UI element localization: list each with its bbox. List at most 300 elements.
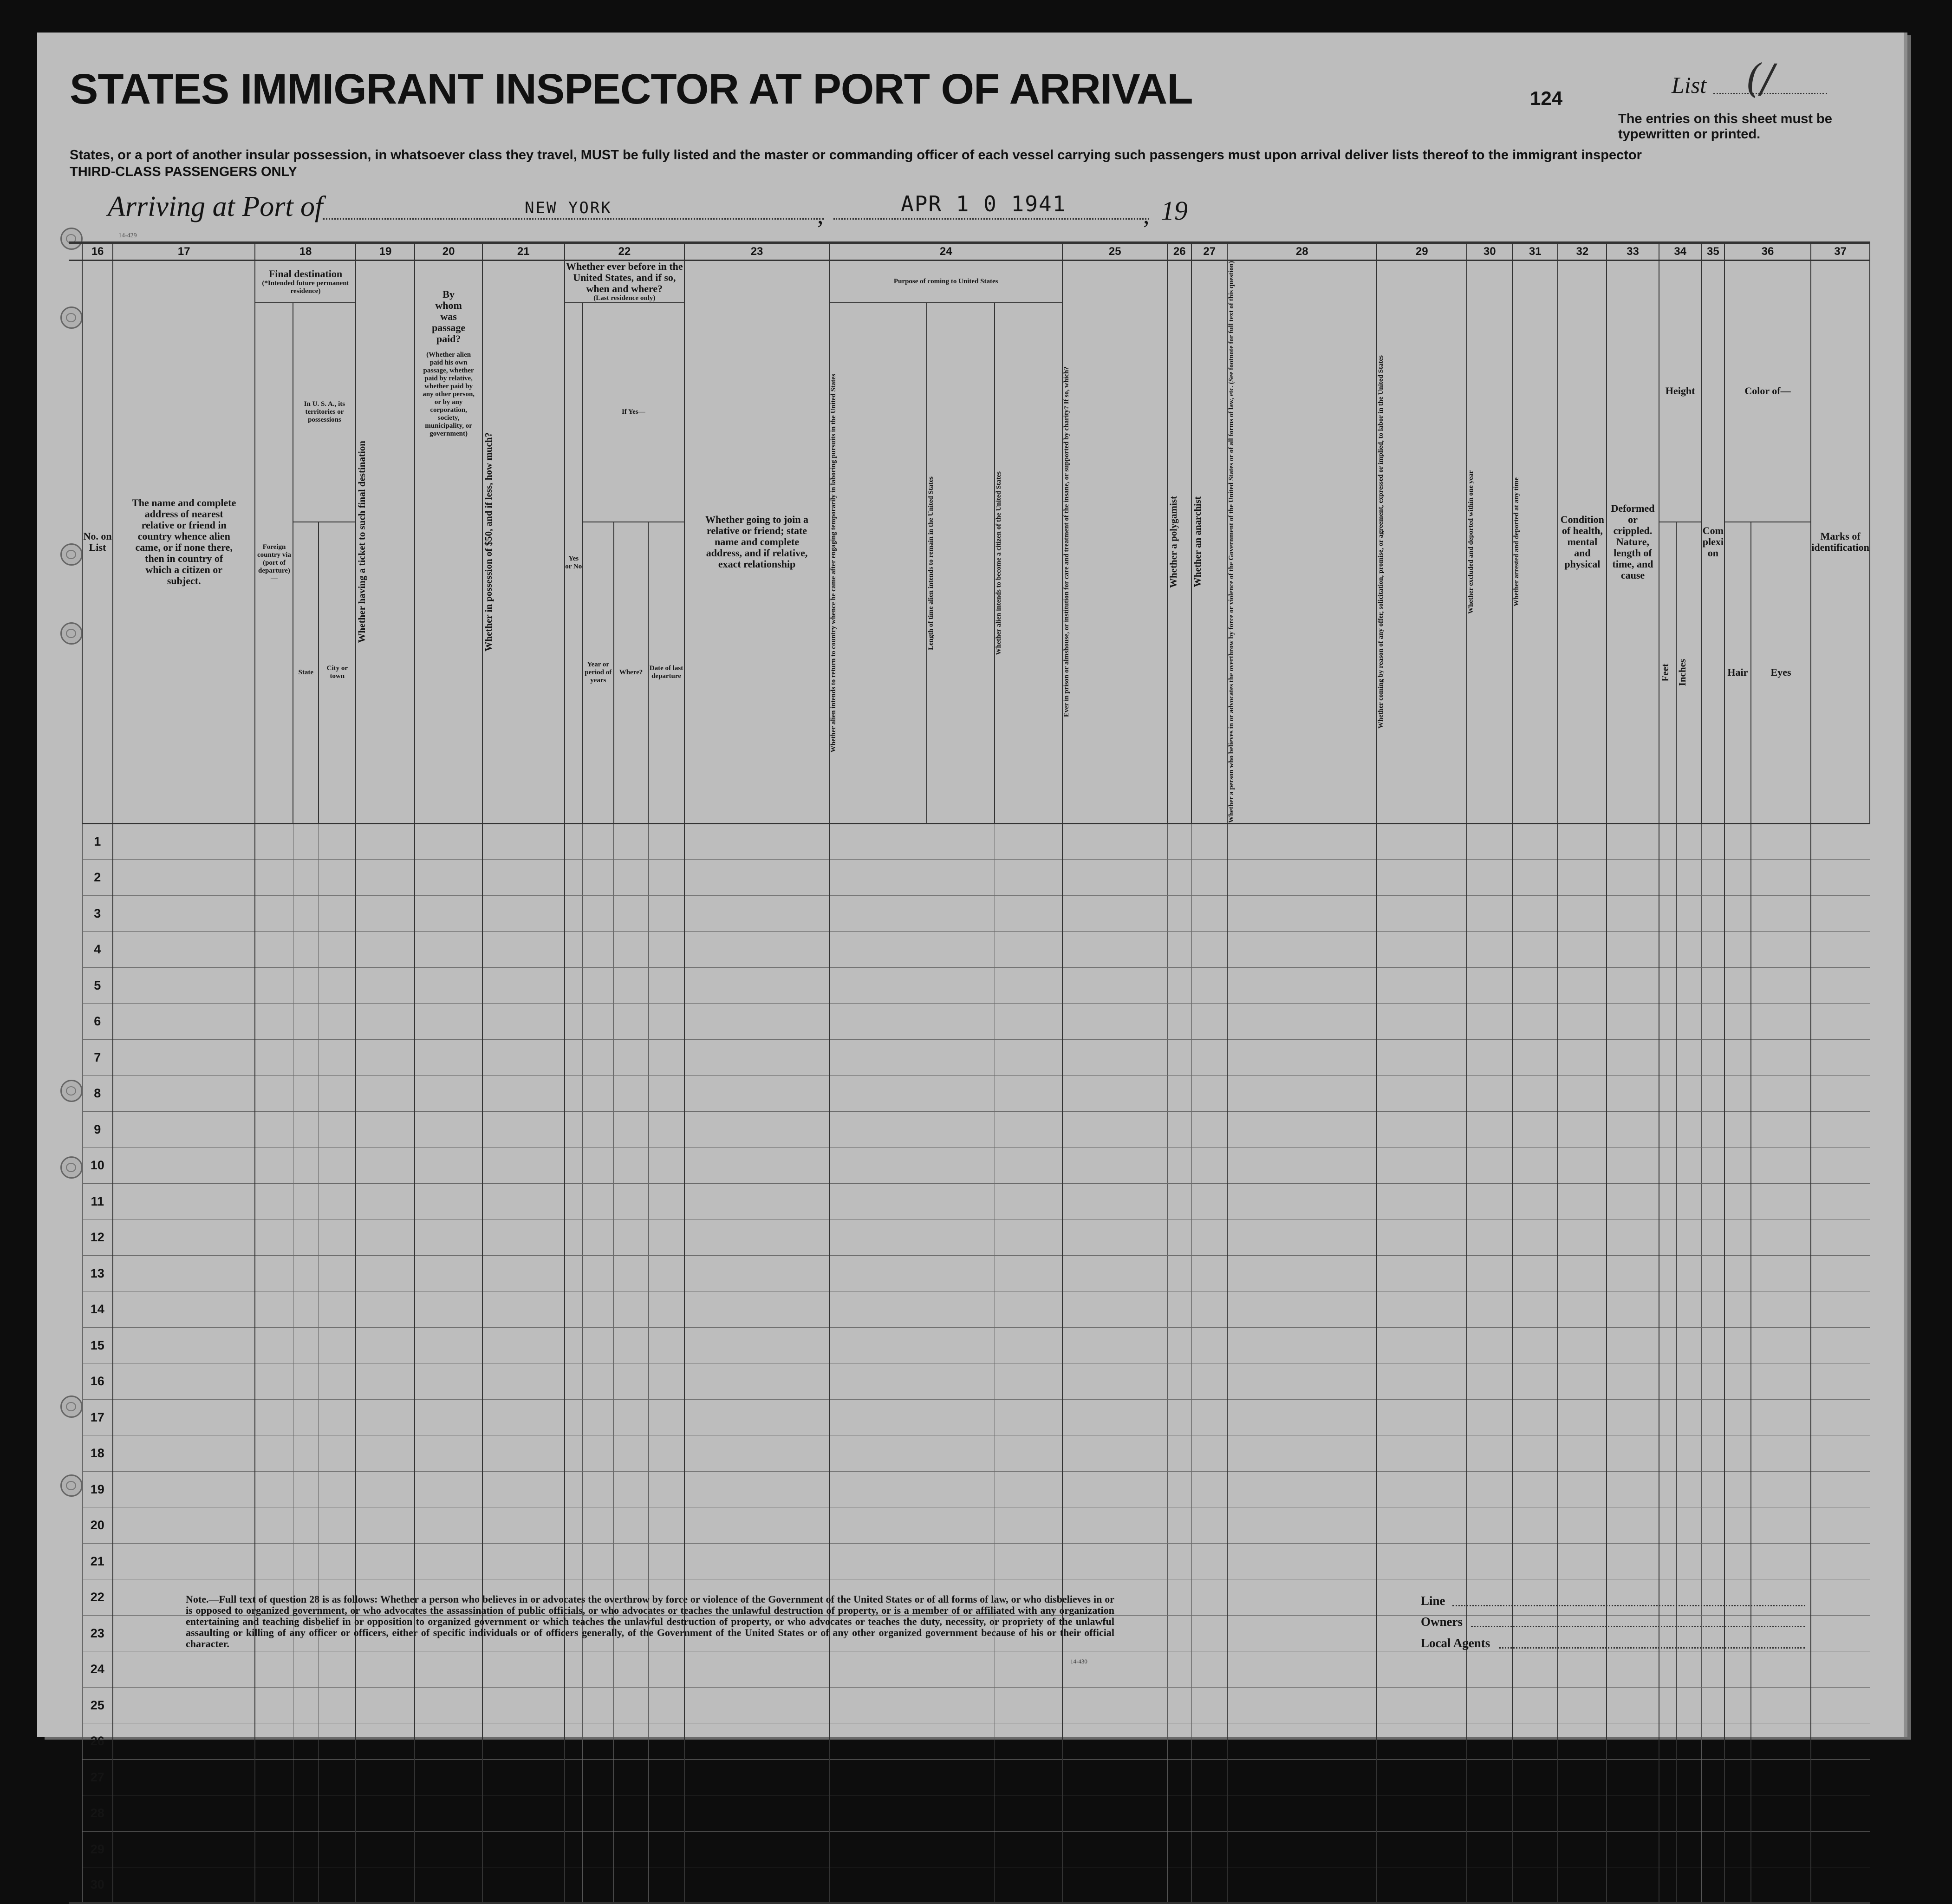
entry-cell[interactable] (1751, 1759, 1811, 1795)
entry-cell[interactable] (1512, 1579, 1558, 1616)
entry-cell[interactable] (1191, 860, 1227, 896)
entry-cell[interactable] (1191, 1759, 1227, 1795)
entry-cell[interactable] (319, 1148, 356, 1184)
entry-cell[interactable] (684, 1471, 829, 1507)
entry-cell[interactable] (1377, 1543, 1467, 1579)
entry-cell[interactable] (1751, 1111, 1811, 1148)
entry-cell[interactable] (1659, 967, 1677, 1004)
entry-cell[interactable] (1751, 1327, 1811, 1363)
entry-cell[interactable] (1702, 1651, 1724, 1688)
entry-cell[interactable] (1512, 1004, 1558, 1040)
entry-cell[interactable] (482, 1435, 565, 1472)
entry-cell[interactable] (995, 1148, 1062, 1184)
entry-cell[interactable] (648, 1363, 684, 1400)
entry-cell[interactable] (1377, 895, 1467, 932)
entry-cell[interactable] (1811, 1004, 1870, 1040)
entry-cell[interactable] (565, 1039, 583, 1076)
entry-cell[interactable] (1811, 1039, 1870, 1076)
entry-cell[interactable] (1062, 1795, 1167, 1832)
entry-cell[interactable] (829, 932, 927, 968)
entry-cell[interactable] (1191, 1327, 1227, 1363)
entry-cell[interactable] (1751, 895, 1811, 932)
entry-cell[interactable] (1191, 1219, 1227, 1256)
entry-cell[interactable] (1191, 967, 1227, 1004)
entry-cell[interactable] (482, 1507, 565, 1544)
entry-cell[interactable] (614, 1039, 648, 1076)
entry-cell[interactable] (1558, 1471, 1607, 1507)
entry-cell[interactable] (648, 1219, 684, 1256)
entry-cell[interactable] (684, 895, 829, 932)
entry-cell[interactable] (1558, 1687, 1607, 1723)
entry-cell[interactable] (1751, 860, 1811, 896)
entry-cell[interactable] (648, 895, 684, 932)
entry-cell[interactable] (565, 895, 583, 932)
entry-cell[interactable] (1227, 1255, 1377, 1291)
entry-cell[interactable] (1659, 1363, 1677, 1400)
entry-cell[interactable] (1377, 1471, 1467, 1507)
entry-cell[interactable] (583, 1111, 614, 1148)
entry-cell[interactable] (927, 1111, 995, 1148)
entry-cell[interactable] (684, 1291, 829, 1328)
entry-cell[interactable] (1607, 1004, 1659, 1040)
entry-cell[interactable] (255, 1219, 293, 1256)
entry-cell[interactable] (614, 1327, 648, 1363)
entry-cell[interactable] (995, 1291, 1062, 1328)
entry-cell[interactable] (1676, 1471, 1702, 1507)
entry-cell[interactable] (1467, 1291, 1512, 1328)
entry-cell[interactable] (482, 1399, 565, 1435)
entry-cell[interactable] (255, 1687, 293, 1723)
entry-cell[interactable] (614, 1363, 648, 1400)
entry-cell[interactable] (583, 1255, 614, 1291)
entry-cell[interactable] (648, 1148, 684, 1184)
entry-cell[interactable] (1751, 1723, 1811, 1760)
entry-cell[interactable] (482, 967, 565, 1004)
entry-cell[interactable] (1724, 1831, 1751, 1867)
entry-cell[interactable] (482, 1687, 565, 1723)
entry-cell[interactable] (1702, 1039, 1724, 1076)
entry-cell[interactable] (1377, 1723, 1467, 1760)
entry-cell[interactable] (583, 1651, 614, 1688)
entry-cell[interactable] (1811, 1363, 1870, 1400)
entry-cell[interactable] (1558, 1291, 1607, 1328)
entry-cell[interactable] (1659, 1435, 1677, 1472)
entry-cell[interactable] (1702, 1399, 1724, 1435)
entry-cell[interactable] (1724, 1327, 1751, 1363)
entry-cell[interactable] (415, 1507, 482, 1544)
entry-cell[interactable] (1512, 860, 1558, 896)
entry-cell[interactable] (829, 1471, 927, 1507)
entry-cell[interactable] (614, 1111, 648, 1148)
entry-cell[interactable] (1512, 1759, 1558, 1795)
entry-cell[interactable] (1558, 1076, 1607, 1112)
entry-cell[interactable] (319, 823, 356, 860)
entry-cell[interactable] (1607, 1148, 1659, 1184)
entry-cell[interactable] (583, 1039, 614, 1076)
entry-cell[interactable] (1702, 1327, 1724, 1363)
entry-cell[interactable] (1811, 1687, 1870, 1723)
entry-cell[interactable] (1377, 1687, 1467, 1723)
entry-cell[interactable] (1377, 1291, 1467, 1328)
entry-cell[interactable] (1811, 1399, 1870, 1435)
entry-cell[interactable] (293, 1399, 319, 1435)
entry-cell[interactable] (995, 1076, 1062, 1112)
entry-cell[interactable] (1607, 1363, 1659, 1400)
entry-cell[interactable] (565, 1148, 583, 1184)
entry-cell[interactable] (1751, 1291, 1811, 1328)
entry-cell[interactable] (1702, 1507, 1724, 1544)
entry-cell[interactable] (1191, 1183, 1227, 1219)
entry-cell[interactable] (927, 1291, 995, 1328)
entry-cell[interactable] (1062, 895, 1167, 932)
entry-cell[interactable] (415, 967, 482, 1004)
entry-cell[interactable] (829, 1435, 927, 1472)
entry-cell[interactable] (293, 1759, 319, 1795)
entry-cell[interactable] (319, 1723, 356, 1760)
entry-cell[interactable] (319, 1111, 356, 1148)
entry-cell[interactable] (1724, 860, 1751, 896)
entry-cell[interactable] (583, 1471, 614, 1507)
entry-cell[interactable] (482, 1219, 565, 1256)
entry-cell[interactable] (255, 1399, 293, 1435)
entry-cell[interactable] (415, 1039, 482, 1076)
entry-cell[interactable] (565, 1291, 583, 1328)
entry-cell[interactable] (482, 1327, 565, 1363)
entry-cell[interactable] (684, 1831, 829, 1867)
entry-cell[interactable] (1227, 1004, 1377, 1040)
entry-cell[interactable] (995, 1255, 1062, 1291)
entry-cell[interactable] (684, 823, 829, 860)
entry-cell[interactable] (1751, 1255, 1811, 1291)
entry-cell[interactable] (293, 1723, 319, 1760)
entry-cell[interactable] (113, 1291, 255, 1328)
entry-cell[interactable] (1751, 1076, 1811, 1112)
entry-cell[interactable] (1558, 1867, 1607, 1904)
entry-cell[interactable] (1467, 1399, 1512, 1435)
entry-cell[interactable] (1167, 1435, 1191, 1472)
entry-cell[interactable] (1377, 1651, 1467, 1688)
entry-cell[interactable] (1811, 1759, 1870, 1795)
entry-cell[interactable] (565, 932, 583, 968)
entry-cell[interactable] (1607, 967, 1659, 1004)
entry-cell[interactable] (1467, 1687, 1512, 1723)
entry-cell[interactable] (1512, 1111, 1558, 1148)
entry-cell[interactable] (1377, 1039, 1467, 1076)
entry-cell[interactable] (1512, 1399, 1558, 1435)
entry-cell[interactable] (1676, 895, 1702, 932)
entry-cell[interactable] (1227, 1399, 1377, 1435)
entry-cell[interactable] (1607, 1651, 1659, 1688)
entry-cell[interactable] (648, 1327, 684, 1363)
entry-cell[interactable] (482, 1543, 565, 1579)
entry-cell[interactable] (1558, 895, 1607, 932)
entry-cell[interactable] (614, 1651, 648, 1688)
entry-cell[interactable] (614, 1795, 648, 1832)
entry-cell[interactable] (1676, 1507, 1702, 1544)
entry-cell[interactable] (829, 860, 927, 896)
entry-cell[interactable] (1751, 1687, 1811, 1723)
entry-cell[interactable] (1607, 1795, 1659, 1832)
entry-cell[interactable] (1558, 1435, 1607, 1472)
entry-cell[interactable] (684, 1076, 829, 1112)
entry-cell[interactable] (648, 823, 684, 860)
entry-cell[interactable] (1377, 1867, 1467, 1904)
entry-cell[interactable] (1467, 1867, 1512, 1904)
entry-cell[interactable] (356, 1795, 415, 1832)
entry-cell[interactable] (614, 1507, 648, 1544)
entry-cell[interactable] (1062, 1039, 1167, 1076)
entry-cell[interactable] (1751, 1795, 1811, 1832)
entry-cell[interactable] (415, 1759, 482, 1795)
entry-cell[interactable] (829, 1687, 927, 1723)
entry-cell[interactable] (1512, 932, 1558, 968)
entry-cell[interactable] (1702, 1148, 1724, 1184)
entry-cell[interactable] (1676, 1759, 1702, 1795)
entry-cell[interactable] (995, 1399, 1062, 1435)
entry-cell[interactable] (1607, 1867, 1659, 1904)
entry-cell[interactable] (1724, 1219, 1751, 1256)
entry-cell[interactable] (1558, 932, 1607, 968)
entry-cell[interactable] (482, 932, 565, 968)
entry-cell[interactable] (1676, 1111, 1702, 1148)
entry-cell[interactable] (583, 1399, 614, 1435)
entry-cell[interactable] (1659, 1651, 1677, 1688)
entry-cell[interactable] (1167, 1255, 1191, 1291)
entry-cell[interactable] (648, 1687, 684, 1723)
entry-cell[interactable] (1607, 1579, 1659, 1616)
entry-cell[interactable] (995, 1363, 1062, 1400)
entry-cell[interactable] (255, 1255, 293, 1291)
entry-cell[interactable] (1467, 895, 1512, 932)
entry-cell[interactable] (565, 1759, 583, 1795)
entry-cell[interactable] (255, 1148, 293, 1184)
entry-cell[interactable] (565, 967, 583, 1004)
entry-cell[interactable] (1227, 1219, 1377, 1256)
entry-cell[interactable] (1659, 1831, 1677, 1867)
entry-cell[interactable] (1724, 1111, 1751, 1148)
entry-cell[interactable] (648, 1723, 684, 1760)
entry-cell[interactable] (415, 1795, 482, 1832)
entry-cell[interactable] (1607, 1687, 1659, 1723)
entry-cell[interactable] (319, 1004, 356, 1040)
entry-cell[interactable] (1676, 932, 1702, 968)
entry-cell[interactable] (1227, 1543, 1377, 1579)
entry-cell[interactable] (1377, 1255, 1467, 1291)
entry-cell[interactable] (565, 1183, 583, 1219)
entry-cell[interactable] (1659, 1399, 1677, 1435)
entry-cell[interactable] (1167, 1004, 1191, 1040)
entry-cell[interactable] (319, 1291, 356, 1328)
entry-cell[interactable] (684, 1723, 829, 1760)
entry-cell[interactable] (255, 1543, 293, 1579)
entry-cell[interactable] (1512, 1148, 1558, 1184)
entry-cell[interactable] (1607, 1471, 1659, 1507)
entry-cell[interactable] (1659, 1687, 1677, 1723)
entry-cell[interactable] (995, 932, 1062, 968)
entry-cell[interactable] (255, 1795, 293, 1832)
entry-cell[interactable] (648, 1795, 684, 1832)
entry-cell[interactable] (1467, 1831, 1512, 1867)
entry-cell[interactable] (255, 1327, 293, 1363)
entry-cell[interactable] (1377, 967, 1467, 1004)
entry-cell[interactable] (1676, 1867, 1702, 1904)
entry-cell[interactable] (1467, 1435, 1512, 1472)
entry-cell[interactable] (1811, 1076, 1870, 1112)
entry-cell[interactable] (1227, 967, 1377, 1004)
entry-cell[interactable] (415, 1435, 482, 1472)
entry-cell[interactable] (829, 823, 927, 860)
entry-cell[interactable] (415, 1111, 482, 1148)
entry-cell[interactable] (1676, 1543, 1702, 1579)
entry-cell[interactable] (1191, 1111, 1227, 1148)
entry-cell[interactable] (482, 1148, 565, 1184)
entry-cell[interactable] (1227, 1831, 1377, 1867)
entry-cell[interactable] (648, 1076, 684, 1112)
entry-cell[interactable] (1811, 1148, 1870, 1184)
entry-cell[interactable] (1676, 823, 1702, 860)
entry-cell[interactable] (1467, 823, 1512, 860)
entry-cell[interactable] (1167, 1327, 1191, 1363)
entry-cell[interactable] (1467, 1148, 1512, 1184)
entry-cell[interactable] (319, 1363, 356, 1400)
entry-cell[interactable] (1676, 1723, 1702, 1760)
entry-cell[interactable] (1751, 1867, 1811, 1904)
entry-cell[interactable] (684, 1759, 829, 1795)
entry-cell[interactable] (1377, 1795, 1467, 1832)
entry-cell[interactable] (1167, 1867, 1191, 1904)
entry-cell[interactable] (829, 1795, 927, 1832)
entry-cell[interactable] (319, 1435, 356, 1472)
entry-cell[interactable] (113, 1183, 255, 1219)
entry-cell[interactable] (1167, 1363, 1191, 1400)
entry-cell[interactable] (293, 1435, 319, 1472)
entry-cell[interactable] (1467, 1579, 1512, 1616)
entry-cell[interactable] (1811, 932, 1870, 968)
entry-cell[interactable] (415, 895, 482, 932)
entry-cell[interactable] (356, 1399, 415, 1435)
entry-cell[interactable] (1377, 1759, 1467, 1795)
entry-cell[interactable] (614, 1687, 648, 1723)
entry-cell[interactable] (1191, 932, 1227, 968)
entry-cell[interactable] (1191, 1687, 1227, 1723)
entry-cell[interactable] (415, 1723, 482, 1760)
entry-cell[interactable] (1659, 1507, 1677, 1544)
entry-cell[interactable] (1702, 932, 1724, 968)
entry-cell[interactable] (1724, 823, 1751, 860)
entry-cell[interactable] (415, 932, 482, 968)
entry-cell[interactable] (1607, 1076, 1659, 1112)
entry-cell[interactable] (293, 1363, 319, 1400)
entry-cell[interactable] (614, 823, 648, 860)
entry-cell[interactable] (927, 1183, 995, 1219)
entry-cell[interactable] (482, 1723, 565, 1760)
entry-cell[interactable] (319, 1399, 356, 1435)
entry-cell[interactable] (583, 967, 614, 1004)
entry-cell[interactable] (583, 932, 614, 968)
entry-cell[interactable] (648, 1039, 684, 1076)
entry-cell[interactable] (1167, 1471, 1191, 1507)
entry-cell[interactable] (829, 1111, 927, 1148)
entry-cell[interactable] (1062, 1651, 1167, 1688)
entry-cell[interactable] (1751, 1435, 1811, 1472)
entry-cell[interactable] (927, 1471, 995, 1507)
entry-cell[interactable] (995, 1651, 1062, 1688)
entry-cell[interactable] (1751, 1543, 1811, 1579)
entry-cell[interactable] (684, 1004, 829, 1040)
entry-cell[interactable] (319, 1543, 356, 1579)
entry-cell[interactable] (1191, 1435, 1227, 1472)
entry-cell[interactable] (648, 1759, 684, 1795)
entry-cell[interactable] (927, 1507, 995, 1544)
entry-cell[interactable] (482, 1004, 565, 1040)
entry-cell[interactable] (1811, 1255, 1870, 1291)
entry-cell[interactable] (1659, 1795, 1677, 1832)
entry-cell[interactable] (1676, 1076, 1702, 1112)
entry-cell[interactable] (293, 1507, 319, 1544)
entry-cell[interactable] (255, 1867, 293, 1904)
entry-cell[interactable] (1062, 1867, 1167, 1904)
entry-cell[interactable] (1191, 1651, 1227, 1688)
entry-cell[interactable] (1062, 1759, 1167, 1795)
entry-cell[interactable] (1467, 1795, 1512, 1832)
entry-cell[interactable] (1811, 1111, 1870, 1148)
entry-cell[interactable] (293, 1039, 319, 1076)
entry-cell[interactable] (1558, 1004, 1607, 1040)
entry-cell[interactable] (995, 1183, 1062, 1219)
entry-cell[interactable] (1659, 1004, 1677, 1040)
entry-cell[interactable] (1227, 1723, 1377, 1760)
entry-cell[interactable] (1676, 1219, 1702, 1256)
entry-cell[interactable] (1702, 1471, 1724, 1507)
entry-cell[interactable] (927, 1651, 995, 1688)
entry-cell[interactable] (1558, 1651, 1607, 1688)
entry-cell[interactable] (1702, 1363, 1724, 1400)
entry-cell[interactable] (113, 1435, 255, 1472)
entry-cell[interactable] (319, 1076, 356, 1112)
entry-cell[interactable] (1191, 1363, 1227, 1400)
entry-cell[interactable] (583, 1148, 614, 1184)
entry-cell[interactable] (1227, 1795, 1377, 1832)
entry-cell[interactable] (1512, 1435, 1558, 1472)
entry-cell[interactable] (113, 932, 255, 968)
entry-cell[interactable] (113, 1723, 255, 1760)
entry-cell[interactable] (113, 967, 255, 1004)
entry-cell[interactable] (1702, 1543, 1724, 1579)
entry-cell[interactable] (565, 823, 583, 860)
entry-cell[interactable] (684, 967, 829, 1004)
entry-cell[interactable] (684, 1543, 829, 1579)
entry-cell[interactable] (356, 1111, 415, 1148)
entry-cell[interactable] (565, 1687, 583, 1723)
entry-cell[interactable] (1751, 1363, 1811, 1400)
entry-cell[interactable] (1062, 1291, 1167, 1328)
entry-cell[interactable] (648, 1183, 684, 1219)
entry-cell[interactable] (1512, 1507, 1558, 1544)
entry-cell[interactable] (1659, 932, 1677, 968)
entry-cell[interactable] (1811, 1615, 1870, 1651)
entry-cell[interactable] (1659, 1111, 1677, 1148)
entry-cell[interactable] (1191, 1004, 1227, 1040)
entry-cell[interactable] (648, 1291, 684, 1328)
entry-cell[interactable] (927, 932, 995, 968)
entry-cell[interactable] (1062, 1327, 1167, 1363)
entry-cell[interactable] (1167, 1039, 1191, 1076)
entry-cell[interactable] (415, 1183, 482, 1219)
entry-cell[interactable] (829, 967, 927, 1004)
entry-cell[interactable] (1227, 1615, 1377, 1651)
entry-cell[interactable] (927, 1004, 995, 1040)
entry-cell[interactable] (1676, 1255, 1702, 1291)
